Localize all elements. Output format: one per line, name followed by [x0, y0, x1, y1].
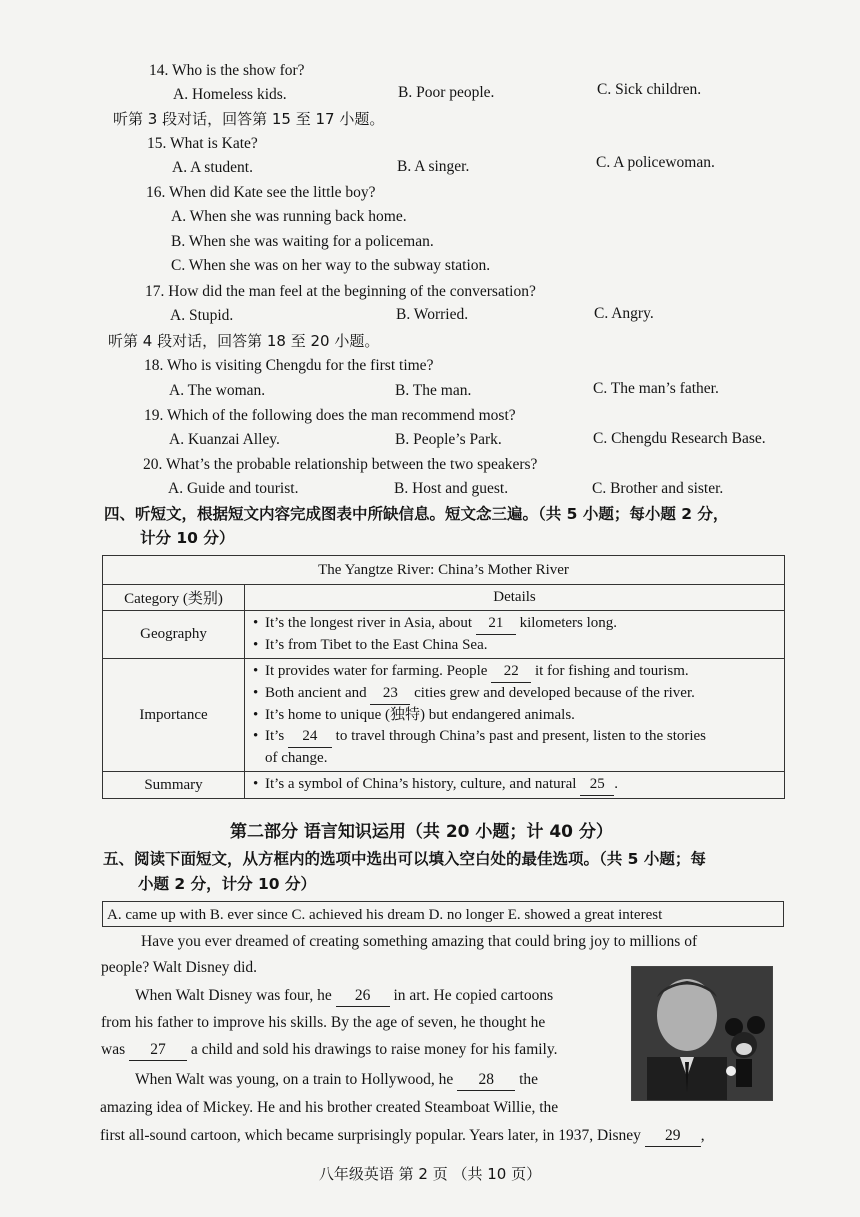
portrait-illustration	[632, 967, 772, 1100]
yangtze-table	[102, 555, 785, 799]
detail-item: • It provides water for farming. People 22 it for fishing and tourism.	[253, 661, 776, 683]
q16-option-a: A. When she was running back home.	[171, 208, 407, 225]
q20-option-c: C. Brother and sister.	[592, 480, 724, 497]
options-box: A. came up with B. ever since C. achieved his dream D. no longer E. showed a great interest	[102, 901, 784, 927]
detail-item: • It’s the longest river in Asia, about 21 kilometers long.	[253, 613, 776, 635]
table-header-details: Details	[245, 585, 785, 611]
section-4-heading: 四、听短文，根据短文内容完成图表中所缺信息。短文念三遍。（共 5 小题；每小题 2 分，	[104, 505, 729, 523]
q17-option-a: A. Stupid.	[170, 307, 234, 324]
walt-disney-photo	[631, 966, 773, 1101]
detail-item: • Both ancient and 23 cities grew and developed because of the river.	[253, 683, 776, 705]
q15-option-c: C. A policewoman.	[596, 154, 715, 171]
question-20: 20. What’s the probable relationship between the two speakers?	[143, 456, 538, 473]
detail-item-cont: of change.	[265, 750, 328, 766]
section-5-heading-cont: 小题 2 分，计分 10 分）	[138, 875, 316, 893]
category-summary: Summary	[103, 772, 245, 799]
table-title: The Yangtze River: China’s Mother River	[103, 556, 785, 585]
passage-p3-line3: first all-sound cartoon, which became surprisingly popular. Years later, in 1937, Disney 29 ,	[100, 1126, 705, 1147]
question-18: 18. Who is visiting Chengdu for the first time?	[144, 357, 434, 374]
q14-option-c: C. Sick children.	[597, 81, 702, 98]
q20-option-b: B. Host and guest.	[394, 480, 509, 497]
blank-25[interactable]: 25	[580, 774, 614, 796]
section-5-heading: 五、阅读下面短文，从方框内的选项中选出可以填入空白处的最佳选项。（共 5 小题；每	[103, 850, 706, 868]
blank-21[interactable]: 21	[476, 613, 516, 635]
passage-p2-line2: from his father to improve his skills. By the age of seven, he thought he	[101, 1014, 546, 1031]
q14-option-a: A. Homeless kids.	[173, 86, 287, 103]
question-16: 16. When did Kate see the little boy?	[146, 184, 376, 201]
passage-p1-line1: Have you ever dreamed of creating something amazing that could bring joy to millions of	[141, 933, 698, 950]
blank-23[interactable]: 23	[370, 683, 410, 705]
part-2-heading: 第二部分 语言知识运用（共 20 小题；计 40 分）	[230, 822, 613, 842]
blank-27[interactable]: 27	[129, 1040, 187, 1061]
table-row	[103, 611, 785, 659]
question-17: 17. How did the man feel at the beginning of the conversation?	[145, 283, 536, 300]
q18-option-b: B. The man.	[395, 382, 472, 399]
question-19: 19. Which of the following does the man recommend most?	[144, 407, 516, 424]
table-row	[103, 659, 785, 772]
question-14: 14. Who is the show for?	[149, 62, 305, 79]
page-footer: 八年级英语 第 2 页 （共 10 页）	[318, 1165, 542, 1183]
q14-option-b: B. Poor people.	[398, 84, 495, 101]
q15-option-b: B. A singer.	[397, 158, 470, 175]
category-geography: Geography	[103, 611, 245, 659]
q16-option-c: C. When she was on her way to the subway station.	[171, 257, 491, 274]
blank-28[interactable]: 28	[457, 1070, 515, 1091]
q16-option-b: B. When she was waiting for a policeman.	[171, 233, 434, 250]
detail-item: • It’s 24 to travel through China’s past and present, listen to the stories	[253, 726, 776, 748]
passage-p1-line2: people? Walt Disney did.	[101, 959, 258, 976]
passage-p2-line3: was 27 a child and sold his drawings to raise money for his family.	[101, 1040, 557, 1061]
dialog-4-instruction: 听第 4 段对话，回答第 18 至 20 小题。	[108, 332, 380, 350]
dialog-3-instruction: 听第 3 段对话，回答第 15 至 17 小题。	[113, 110, 385, 128]
blank-26[interactable]: 26	[336, 986, 390, 1007]
section-4-heading-cont: 计分 10 分）	[140, 529, 235, 547]
q17-option-b: B. Worried.	[396, 306, 469, 323]
blank-22[interactable]: 22	[491, 661, 531, 683]
passage-p2-line1: When Walt Disney was four, he 26 in art. He copied cartoons	[135, 986, 553, 1007]
detail-item: • It’s from Tibet to the East China Sea.	[253, 637, 488, 653]
detail-item: • It’s a symbol of China’s history, culture, and natural 25 .	[253, 774, 776, 796]
q18-option-a: A. The woman.	[169, 382, 266, 399]
table-header-category: Category (类别)	[103, 585, 245, 611]
blank-24[interactable]: 24	[288, 726, 332, 748]
table-row	[103, 772, 785, 799]
q18-option-c: C. The man’s father.	[593, 380, 719, 397]
passage-p3-line2: amazing idea of Mickey. He and his brother created Steamboat Willie, the	[100, 1099, 559, 1116]
q19-option-a: A. Kuanzai Alley.	[169, 431, 280, 448]
q19-option-c: C. Chengdu Research Base.	[593, 430, 766, 447]
q19-option-b: B. People’s Park.	[395, 431, 502, 448]
q20-option-a: A. Guide and tourist.	[168, 480, 299, 497]
passage-p3-line1: When Walt was young, on a train to Hollywood, he 28 the	[135, 1070, 538, 1091]
category-importance: Importance	[103, 659, 245, 772]
q15-option-a: A. A student.	[172, 159, 253, 176]
detail-item: • It’s home to unique (独特) but endangered animals.	[253, 707, 575, 723]
q17-option-c: C. Angry.	[594, 305, 654, 322]
blank-29[interactable]: 29	[645, 1126, 701, 1147]
question-15: 15. What is Kate?	[147, 135, 258, 152]
